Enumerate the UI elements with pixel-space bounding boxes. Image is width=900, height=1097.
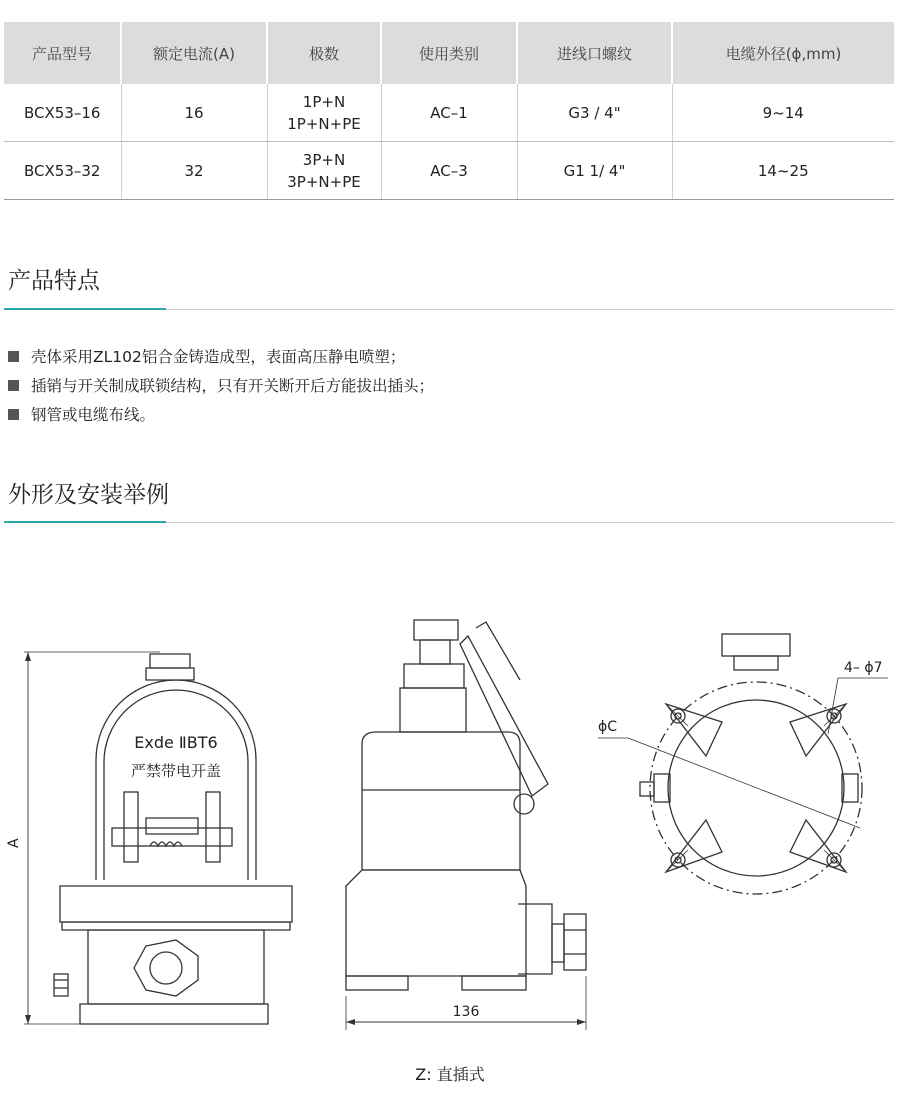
feature-item [8, 403, 155, 425]
square-bullet-icon [8, 380, 19, 391]
holes-label: 4– ϕ7 [844, 660, 883, 676]
square-bullet-icon [8, 409, 19, 420]
table-row [4, 142, 894, 200]
square-bullet-icon [8, 351, 19, 362]
outline-drawing [0, 600, 900, 1050]
features-title: 产品特点 [8, 268, 100, 294]
table-row [4, 84, 894, 142]
feature-item [8, 345, 405, 367]
feature-text: 插销与开关制成联锁结构，只有开关断开后方能拔出插头； [31, 377, 435, 395]
features-divider-accent [4, 308, 166, 310]
cell-current: 16 [121, 84, 267, 142]
feature-text: 钢管或电缆布线。 [31, 406, 156, 424]
poles-line: 1P+N+PE [287, 114, 361, 133]
cell-model: BCX53–32 [4, 142, 121, 200]
cell-poles [267, 142, 381, 200]
install-title: 外形及安装举例 [8, 482, 169, 508]
top-view [598, 634, 888, 894]
table-header-row [4, 22, 894, 84]
front-view [6, 652, 292, 1024]
phi-c-label: ϕC [598, 719, 618, 735]
dim-136-label: 136 [452, 1004, 480, 1020]
drawing-caption: Z: 直插式 [415, 1065, 485, 1084]
exde-label: Exde ⅡBT6 [134, 733, 218, 752]
cell-thread: G1 1/ 4" [517, 142, 672, 200]
header-category: 使用类别 [381, 22, 517, 84]
header-thread: 进线口螺纹 [517, 22, 672, 84]
cell-category: AC–3 [381, 142, 517, 200]
header-poles: 极数 [267, 22, 381, 84]
header-cable: 电缆外径(ϕ,mm) [672, 22, 894, 84]
poles-line: 3P+N [302, 150, 346, 169]
cell-current: 32 [121, 142, 267, 200]
header-current: 额定电流(A) [121, 22, 267, 84]
feature-text: 壳体采用ZL102铝合金铸造成型，表面高压静电喷塑； [31, 348, 406, 366]
poles-line: 1P+N [302, 92, 346, 111]
cell-model: BCX53–16 [4, 84, 121, 142]
poles-line: 3P+N+PE [287, 172, 361, 191]
cell-category: AC–1 [381, 84, 517, 142]
cell-thread: G3 / 4" [517, 84, 672, 142]
cell-cable: 14~25 [672, 142, 894, 200]
warning-label: 严禁带电开盖 [130, 762, 222, 780]
feature-item [8, 374, 434, 396]
cell-poles [267, 84, 381, 142]
spec-table [4, 22, 894, 200]
side-view [346, 620, 586, 1030]
dim-a-label: A [6, 838, 22, 848]
cell-cable: 9~14 [672, 84, 894, 142]
install-divider-accent [4, 521, 166, 523]
header-model: 产品型号 [4, 22, 121, 84]
